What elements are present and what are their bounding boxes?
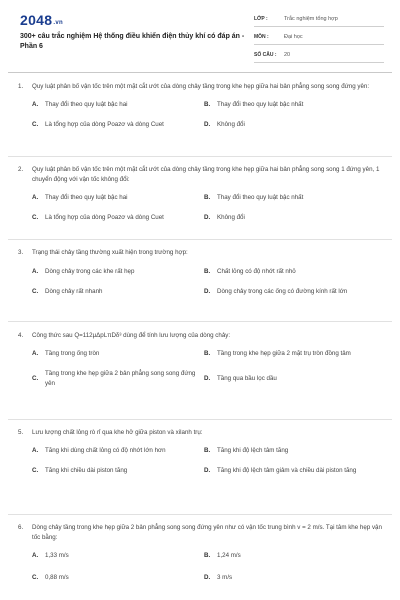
- options: [32, 267, 386, 297]
- question-text: [18, 248, 386, 258]
- meta-label: MÔN :: [254, 34, 269, 40]
- question-text: [18, 523, 386, 543]
- options: [32, 446, 386, 476]
- option-a[interactable]: A. Dòng chảy trong các khe rất hẹp: [32, 268, 135, 275]
- question-divider: [8, 321, 392, 322]
- option-b[interactable]: B. Chất lỏng có độ nhớt rất nhỏ: [204, 268, 296, 275]
- question-body: Lưu lượng chất lỏng rò rỉ qua khe hở giữa piston và xilanh trụ:: [32, 429, 203, 436]
- question-body: Dòng chảy tầng trong khe hẹp giữa 2 bản phẳng song song đứng yên như có vận tốc trung bình v = 2 m/s. Tại tâm khe hẹp vận tốc bằng:: [32, 524, 382, 541]
- option-c[interactable]: C. Là tổng hợp của dòng Poazơ và dòng Cuet: [32, 214, 164, 221]
- option-c[interactable]: C. Tầng trong khe hẹp giữa 2 bản phẳng song song đứng yên: [32, 370, 196, 387]
- meta-row-subject: [254, 30, 384, 45]
- option-a[interactable]: A. Thay đổi theo quy luật bậc hai: [32, 101, 128, 108]
- question-6: [18, 523, 386, 583]
- option-b[interactable]: B. Tăng khi độ lệch tâm tăng: [204, 447, 289, 454]
- question-4: [18, 331, 386, 389]
- question-divider: [8, 514, 392, 515]
- options: [32, 193, 386, 223]
- option-c[interactable]: C. 0,88 m/s: [32, 574, 69, 581]
- question-5: [18, 428, 386, 476]
- question-body: Quy luật phân bố vận tốc trên một mặt cắt ướt của dòng chảy tầng trong khe hẹp giữa hai bản phẳng song song 1 đứng yên, 1 chuyển động với vận tốc không đổi:: [32, 166, 380, 183]
- site-logo[interactable]: [20, 12, 63, 28]
- option-d[interactable]: D. Không đổi: [204, 214, 245, 221]
- question-divider: [8, 239, 392, 240]
- option-b[interactable]: B. Tầng trong khe hẹp giữa 2 mặt trụ tròn đồng tâm: [204, 350, 351, 357]
- option-d[interactable]: D. Dòng chảy trong các ống có đường kính rất lớn: [204, 288, 348, 295]
- option-d[interactable]: D. Không đổi: [204, 121, 245, 128]
- meta-table: [254, 12, 384, 63]
- question-divider: [8, 419, 392, 420]
- logo-suffix: .vn: [53, 20, 63, 26]
- option-b[interactable]: B. Thay đổi theo quy luật bậc nhất: [204, 101, 304, 108]
- options: [32, 349, 386, 389]
- question-body: Trạng thái chảy tầng thường xuất hiện trong trường hợp:: [32, 249, 188, 256]
- question-number: 6.: [18, 524, 24, 531]
- meta-value: Trắc nghiệm tổng hợp: [284, 16, 338, 22]
- question-number: 5.: [18, 429, 24, 436]
- question-body: Công thức sau Q=112μΔpLπDδ³ dùng để tính lưu lượng của dòng chảy:: [32, 332, 231, 339]
- question-body: Quy luật phân bố vận tốc trên một mặt cắt ướt của dòng chảy tầng trong khe hẹp giữa hai bản phẳng song song đứng yên:: [32, 83, 370, 90]
- meta-value: Đại học: [284, 34, 303, 40]
- meta-row-class: [254, 12, 384, 27]
- meta-row-count: [254, 48, 384, 63]
- question-number: 1.: [18, 83, 24, 90]
- option-c[interactable]: C. Tăng khi chiều dài piston tăng: [32, 467, 128, 474]
- meta-value: 20: [284, 52, 291, 58]
- option-c[interactable]: C. Là tổng hợp của dòng Poazơ và dòng Cuet: [32, 121, 164, 128]
- option-a[interactable]: A. Thay đổi theo quy luật bậc hai: [32, 194, 128, 201]
- option-a[interactable]: A. 1,33 m/s: [32, 552, 69, 559]
- logo-text: 2048: [20, 12, 53, 28]
- question-number: 3.: [18, 249, 24, 256]
- question-number: 2.: [18, 166, 24, 173]
- option-a[interactable]: A. Tăng khi dùng chất lỏng có độ nhớt lớn hơn: [32, 447, 166, 454]
- option-b[interactable]: B. 1,24 m/s: [204, 552, 241, 559]
- options: [32, 100, 386, 130]
- meta-label: SỐ CÂU :: [254, 52, 277, 58]
- document-title: 300+ câu trắc nghiệm Hệ thống điều khiển điện thủy khí có đáp án - Phần 6: [20, 33, 245, 50]
- question-3: [18, 248, 386, 297]
- option-b[interactable]: B. Thay đổi theo quy luật bậc nhất: [204, 194, 304, 201]
- option-c[interactable]: C. Dòng chảy rất nhanh: [32, 288, 103, 295]
- question-1: [18, 82, 386, 130]
- option-d[interactable]: D. Tầng qua bầu lọc dầu: [204, 375, 277, 382]
- question-text: [18, 82, 386, 92]
- header-divider: [8, 72, 392, 73]
- meta-label: LỚP :: [254, 16, 268, 22]
- question-divider: [8, 156, 392, 157]
- question-2: [18, 165, 386, 223]
- option-d[interactable]: D. Tăng khi độ lệch tâm giảm và chiều dài piston tăng: [204, 467, 357, 474]
- options: [32, 551, 386, 583]
- question-text: [18, 165, 386, 185]
- question-number: 4.: [18, 332, 24, 339]
- question-text: [18, 428, 386, 438]
- page-header: [0, 0, 400, 70]
- option-d[interactable]: D. 3 m/s: [204, 574, 233, 581]
- option-a[interactable]: A. Tầng trong ống tròn: [32, 350, 100, 357]
- question-text: [18, 331, 386, 341]
